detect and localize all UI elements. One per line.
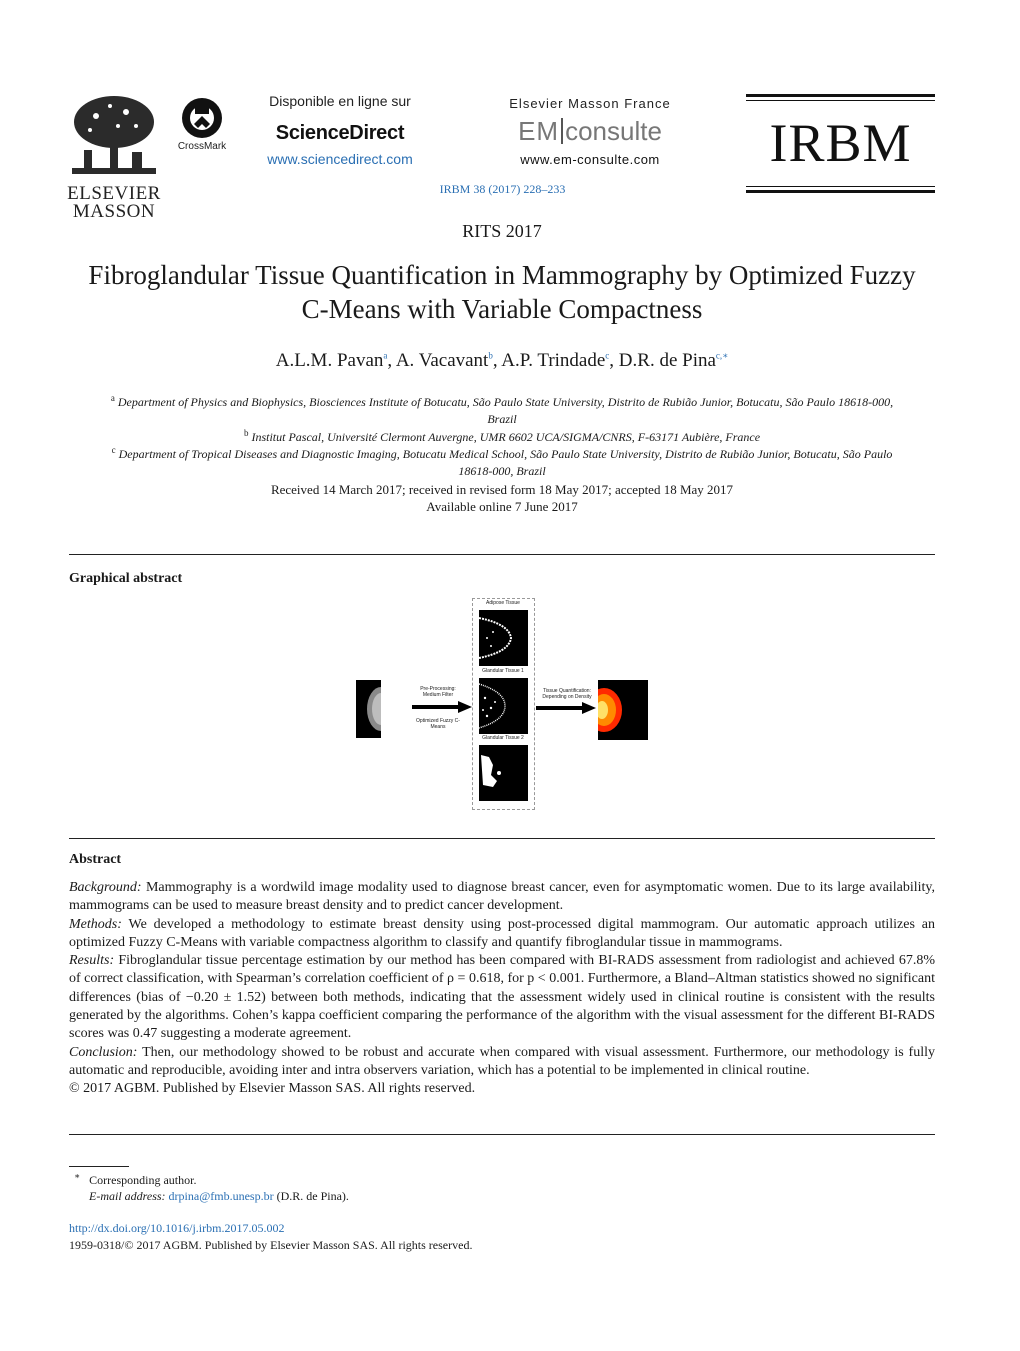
elsevier-masson-france: Elsevier Masson France (509, 96, 671, 111)
author-list: A.L.M. Pavan$^a$, A. Vacavant$^b$, A.P. Trindade$^c$, D.R. de Pina$^{c,∗}$ (275, 350, 729, 371)
input-mammogram (356, 680, 381, 738)
sciencedirect-logo: ScienceDirect (275, 122, 405, 144)
affiliation-c: $^c$ Department of Tropical Diseases and Diagnostic Imaging, Botucatu Medical School, São Paulo State University, Distrito de Rubião Junior, Botucatu, São Paulo 18618-000, Brazil (111, 445, 893, 478)
journal-logo-rule-top2 (746, 100, 935, 101)
author[interactable]: A.P. Trindade$^c$ (501, 350, 610, 371)
disponible-text: Disponible en ligne sur (269, 93, 411, 109)
abstract-conclusion: Conclusion: Then, our methodology showed to be robust and accurate when compared with visual assessment. Furthermore, our methodology is fully automatic and reproducible, avoiding inter and intra observers variation, which has a potential to be implemented in clinical routine. (69, 1044, 935, 1078)
abstract-copyright: © 2017 AGBM. Published by Elsevier Masson SAS. All rights reserved. (69, 1081, 476, 1097)
consulte-text: consulte (565, 116, 662, 146)
arrow-right-icon (536, 702, 596, 714)
section-label: RITS 2017 (462, 221, 542, 241)
author[interactable]: A.L.M. Pavan$^a$ (275, 350, 388, 371)
issn-line: 1959-0318/© 2017 AGBM. Published by Elsevier Masson SAS. All rights reserved. (69, 1238, 473, 1252)
divider-top (69, 554, 935, 555)
panel-glandular-1 (479, 678, 528, 734)
footnote-corresponding: ∗ Corresponding author. (74, 1171, 197, 1187)
affiliation-b: $^b$ Institut Pascal, Université Clermont Auvergne, UMR 6602 UCA/SIGMA/CNRS, F-63171 Aubière, France (243, 428, 761, 444)
article-title (60, 258, 944, 326)
divider-bottom (69, 1134, 935, 1135)
divider-mid (69, 838, 935, 839)
received-dates: Received 14 March 2017; received in revised form 18 May 2017; accepted 18 May 2017 (270, 482, 734, 497)
em-divider (561, 118, 563, 144)
abstract-background: Background: Mammography is a wordwild image modality used to diagnose breast cancer, even for asymptomatic women. Due to its large availability, mammograms can be used to measure breast density and to predict cancer development. (69, 880, 935, 914)
available-online: Available online 7 June 2017 (426, 499, 578, 514)
doi-link[interactable]: http://dx.doi.org/10.1016/j.irbm.2017.05.002 (69, 1221, 285, 1235)
panel-label-glandular-2: Glandular Tissue 2 (482, 735, 524, 741)
crossmark-icon (180, 96, 224, 140)
arrow1-bottom-label: Optimized Fuzzy C-Means (416, 718, 460, 730)
panel-glandular-2 (479, 745, 528, 801)
arrow-right-icon (412, 701, 472, 713)
panel-label-glandular-1: Glandular Tissue 1 (482, 668, 524, 674)
abstract-results: Results: Fibroglandular tissue percentage estimation by our method has been compared with BI-RADS assessment from radiologist and achieved 67.8% of correct classification, with Spearman’s correlation coefficient of ρ = 0.618, for p < 0.001. Furthermore, a Bland–Altman statistics showed no significant differences (bias of −0.20 ± 1.52) between both methods, indicating that the assessment widely used in clinical routine is consistent with the results generated by the algorithms. Cohen’s kappa coefficient comparing the performance of the algorithm with the visual assessment for the different BI-RADS scores was 0.47 suggesting a moderate agreement. (69, 953, 936, 1042)
title-line-1: Fibroglandular Tissue Quantification in Mammography by Optimized Fuzzy (88, 260, 916, 290)
crossmark-label: CrossMark (177, 141, 227, 152)
arrow1-top-label: Pre-Processing: Medium Filter (420, 686, 456, 698)
journal-logo-rule-bottom2 (746, 190, 935, 193)
elsevier-tree-icon (66, 92, 162, 180)
panel-adipose (479, 610, 528, 666)
emconsulte-logo (490, 116, 690, 147)
footnote-rule (69, 1166, 129, 1167)
author[interactable]: A. Vacavant$^b$ (395, 350, 493, 371)
output-density-map (598, 680, 648, 740)
journal-logo-rule-top (746, 94, 935, 97)
citation[interactable]: IRBM 38 (2017) 228–233 (439, 182, 566, 196)
title-line-2: C-Means with Variable Compactness (301, 294, 703, 324)
arrow2-top-label: Tissue Quantification: Depending on Density (542, 688, 592, 700)
journal-logo: IRBM (769, 113, 912, 173)
em-text: EM (518, 116, 560, 146)
email-link[interactable]: drpina@fmb.unesp.br (168, 1189, 274, 1203)
publisher-name-1: ELSEVIER (67, 183, 161, 204)
author[interactable]: D.R. de Pina$^{c,∗}$ (618, 350, 729, 371)
journal-logo-rule-bottom (746, 186, 935, 187)
abstract-heading: Abstract (69, 852, 122, 867)
graphical-abstract-figure (356, 598, 648, 810)
graphical-abstract-heading: Graphical abstract (69, 571, 183, 586)
panel-label-adipose: Adipose Tissue (486, 600, 520, 606)
footnote-email: E-mail address: drpina@fmb.unesp.br (D.R. de Pina). (89, 1189, 349, 1203)
crossmark-logo[interactable] (174, 96, 230, 156)
publisher-name-2: MASSON (72, 201, 156, 222)
emconsulte-link[interactable]: www.em-consulte.com (520, 152, 660, 167)
abstract-methods: Methods: We developed a methodology to estimate breast density using post-processed digital mammogram. Our automatic approach utilizes an optimized Fuzzy C-Means with variable compactness algorithm to classify and quantify fibroglandular tissue in mammograms. (69, 916, 935, 950)
elsevier-logo (66, 92, 162, 222)
affiliation-a: $^a$ Department of Physics and Biophysics, Biosciences Institute of Botucatu, São Paulo State University, Distrito de Rubião Junior, Botucatu, São Paulo 18618-000, Brazil (110, 393, 894, 426)
abstract-body (69, 879, 935, 1099)
sciencedirect-link[interactable]: www.sciencedirect.com (267, 151, 413, 167)
